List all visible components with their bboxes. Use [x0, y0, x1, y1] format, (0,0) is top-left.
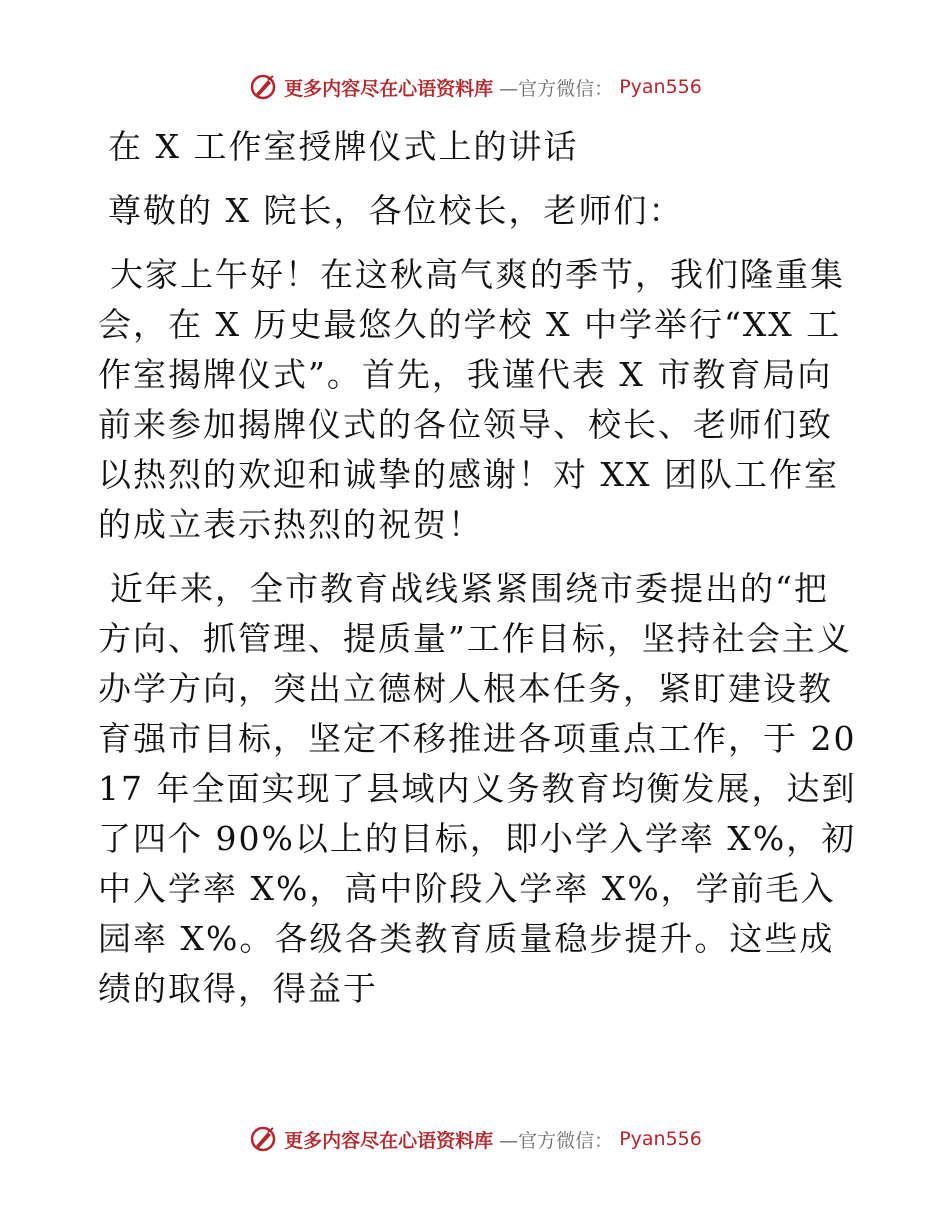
quill-seal-icon	[248, 72, 278, 102]
document-salutation: 尊敬的 X 院长，各位校长，老师们：	[108, 191, 684, 230]
watermark-brand-text: 更多内容尽在心语资料库	[284, 1129, 494, 1152]
document-body	[98, 122, 858, 1028]
watermark-official-text: —官方微信：	[499, 77, 614, 100]
watermark-wechat-id: Pyan556	[619, 1128, 702, 1150]
body-paragraph: 大家上午好！在这秋高气爽的季节，我们隆重集会，在 X 历史最悠久的学校 X 中学举行“XX 工作室揭牌仪式”。首先，我谨代表 X 市教育局向前来参加揭牌仪式的各位领导、校长、老师们致以热烈的欢迎和诚挚的感谢！对 XX 团队工作室的成立表示热烈的祝贺！	[98, 255, 845, 544]
document-title: 在 X 工作室授牌仪式上的讲话	[108, 127, 579, 166]
watermark-wechat-id: Pyan556	[619, 76, 702, 98]
watermark-brand-text: 更多内容尽在心语资料库	[284, 77, 494, 100]
watermark-official-text: —官方微信：	[499, 1129, 614, 1152]
footer-watermark	[0, 1124, 950, 1154]
quill-seal-icon	[248, 1124, 278, 1154]
body-paragraph: 近年来，全市教育战线紧紧围绕市委提出的“把方向、抓管理、提质量”工作目标，坚持社会主义办学方向，突出立德树人根本任务，紧盯建设教育强市目标，坚定不移推进各项重点工作，于 2017 年全面实现了县域内义务教育均衡发展，达到了四个 90%以上的目标，即小学入学率 X%，初中入学率 X%，高中阶段入学率 X%，学前毛入园率 X%。各级各类教育质量稳步提升。这些成绩的取得，得益于	[98, 569, 857, 1008]
header-watermark	[0, 72, 950, 102]
